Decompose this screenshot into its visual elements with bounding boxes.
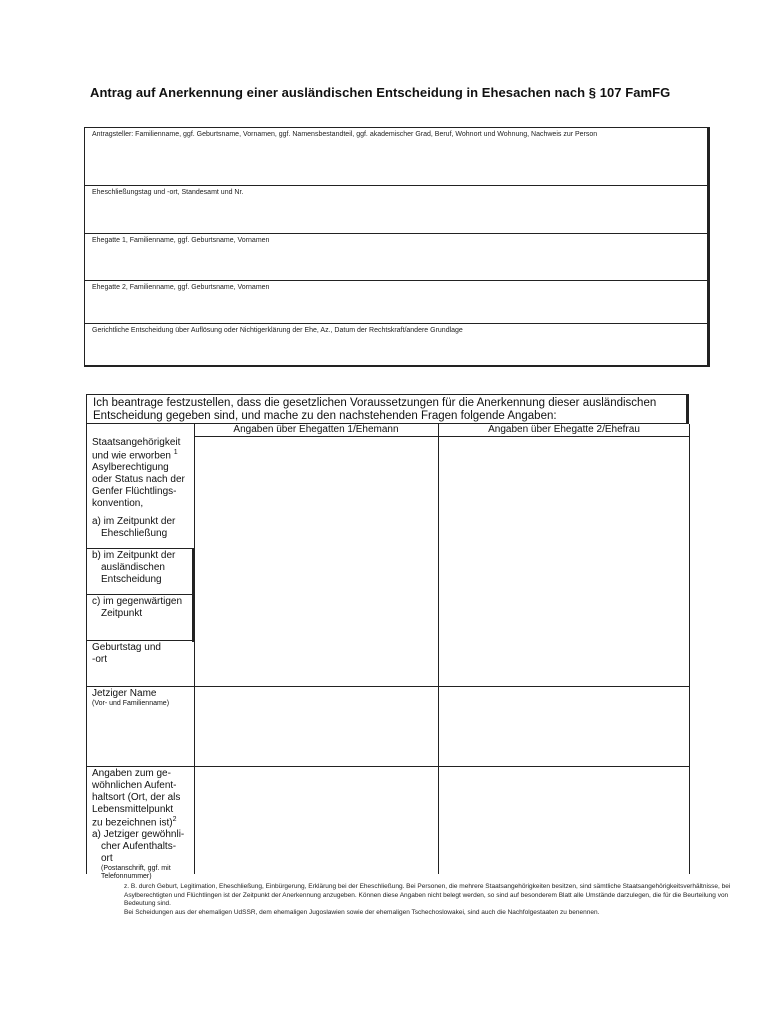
footnote-2: Bei Scheidungen aus der ehemaligen UdSSR, dem ehemaligen Jugoslawien sowie der ehemaligen Tschechoslowakei, sind auch die Nachfolgestaaten zu benennen. (124, 908, 600, 916)
spouse2-birth-name-cell[interactable] (439, 687, 689, 766)
birth-date-place-label: Geburtstag und -ort (92, 642, 161, 665)
applicant-info-box (84, 127, 710, 367)
row-divider (86, 548, 192, 549)
applicant-field-label: Antragsteller: Familienname, ggf. Geburtsname, Vornamen, ggf. Namensbestandteil, ggf. akademischer Grad, Beruf, Wohnort und Wohnung, Nachweis zur Person (92, 131, 598, 138)
footnote-1: z. B. durch Geburt, Legitimation, Eheschließung, Einbürgerung, Erklärung bei der Eheschließung. Bei Personen, die mehrere Staatsangehörigkeiten besitzen, sind sämtliche Staatsangehörigkeitsverhältnisse, bei Asylberechtigten und Flüchtlingen ist der Zeitpunkt der Anerkennung anzugeben. Können diese Angaben nicht belegt werden, so sind auf besonderem Blatt alle Umstände darzulegen, die für die Beurteilung von Bedeutung sind. (124, 883, 731, 907)
table-right-border (689, 424, 690, 874)
spouse1-birth-name-cell[interactable] (195, 687, 438, 766)
footnotes (124, 883, 734, 917)
court-decision-label: Gerichtliche Entscheidung über Auflösung oder Nichtigerklärung der Ehe, Az., Datum der Rechtskraft/andere Grundlage (92, 327, 463, 334)
footnote-1-marker: 1 (173, 449, 178, 456)
table-left-border (86, 424, 87, 874)
spouse2-residence-cell[interactable] (439, 767, 689, 874)
declaration-box (86, 394, 689, 424)
at-marriage-label: a) im Zeitpunkt der Eheschließung (92, 516, 176, 539)
page-title: Antrag auf Anerkennung einer ausländischen Entscheidung in Ehesachen nach § 107 FamFG (90, 85, 671, 100)
col-header-spouse2: Angaben über Ehegatte 2/Ehefrau (488, 424, 640, 435)
spouse1-nationality-cell[interactable] (195, 437, 438, 686)
at-decision-label: b) im Zeitpunkt der ausländischen Entscheidung (92, 550, 176, 585)
declaration-line-2: Entscheidung gegeben sind, und mache zu den nachstehenden Fragen folgende Angaben: (93, 410, 557, 422)
col-header-spouse1: Angaben über Ehegatten 1/Ehemann (233, 424, 399, 435)
court-decision-field[interactable] (85, 324, 707, 365)
residence-label: Angaben zum ge- wöhnlichen Aufent- haltsort (Ort, der als Lebensmittelpunkt zu bezeichnen ist)$^2$ a) Jetziger gewöhnli- cher Aufenthalts- ort (Postanschrift, ggf. mit Telefonnummer) (92, 768, 185, 881)
spouse1-label: Ehegatte 1, Familienname, ggf. Geburtsname, Vornamen (92, 237, 270, 244)
spouse1-field[interactable] (85, 234, 707, 281)
footnote-2-marker: 2 (172, 816, 177, 823)
marriage-date-place-field[interactable] (85, 186, 707, 234)
nationality-row-label: Staatsangehörigkeit und wie erworben $^1$ Asylberechtigung oder Status nach der Genfer Flüchtlings- konvention, (92, 437, 185, 510)
marriage-date-place-label: Eheschließungstag und -ort, Standesamt und Nr. (92, 189, 244, 196)
details-table (86, 424, 690, 881)
spouse2-field[interactable] (85, 281, 707, 324)
declaration-line-1: Ich beantrage festzustellen, dass die gesetzlichen Voraussetzungen für die Anerkennung dieser ausländischen (93, 397, 657, 409)
spouse1-residence-cell[interactable] (195, 767, 438, 874)
row-divider (86, 640, 192, 641)
spouse2-label: Ehegatte 2, Familienname, ggf. Geburtsname, Vornamen (92, 284, 270, 291)
current-name-label: Jetziger Name (Vor- und Familienname) (92, 688, 170, 707)
current-time-label: c) im gegenwärtigen Zeitpunkt (92, 596, 183, 619)
applicant-field[interactable] (85, 128, 707, 186)
row-divider (86, 594, 192, 595)
spouse2-nationality-cell[interactable] (439, 437, 689, 686)
